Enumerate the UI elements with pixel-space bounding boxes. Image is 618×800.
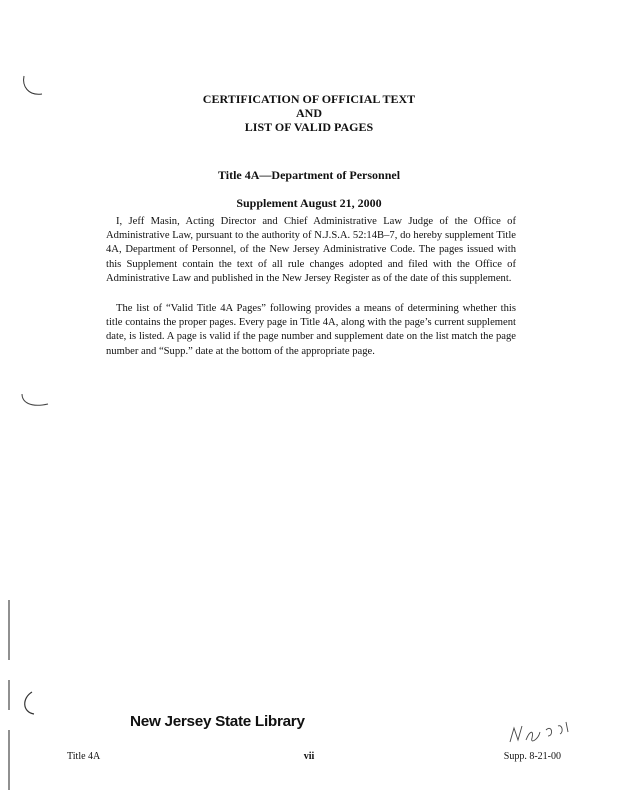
subtitle: Title 4A—Department of Personnel [217,168,401,182]
valid-pages-paragraph: The list of “Valid Title 4A Pages” following provides a means of determining whether this title contains the proper pages. Every page in Title 4A, along with the page’s current supplement date, is listed. A page is valid if the page number and supplement date on the list match the page number and “Supp.” date at the bottom of the appropriate page. [106,303,516,357]
handwritten-initials [508,718,572,746]
supplement-date: Supplement August 21, 2000 [236,196,382,210]
binder-hole-mark-bottom [18,690,48,720]
binder-hole-mark-middle [18,392,52,412]
library-stamp: New Jersey State Library [130,713,305,730]
title-line-1: CERTIFICATION OF OFFICIAL TEXT [202,92,416,106]
title-line-3: LIST OF VALID PAGES [244,120,374,134]
footer-title: Title 4A [67,751,101,762]
footer-supp-date: Supp. 8-21-00 [503,751,561,762]
certification-paragraph: I, Jeff Masin, Acting Director and Chief Administrative Law Judge of the Office of Administrative Law, pursuant to the authority of N.J.S.A. 52:14B–7, do hereby supplement Title 4A, Department of Personnel, of the New Jersey Administrative Code. The pages issued with this Supplement contain the text of all rule changes adopted and filed with the Office of Administrative Law and published in the New Jersey Register as of the date of this supplement. [106,216,516,284]
footer-page-number: vii [303,751,315,762]
title-line-2: AND [296,106,322,120]
